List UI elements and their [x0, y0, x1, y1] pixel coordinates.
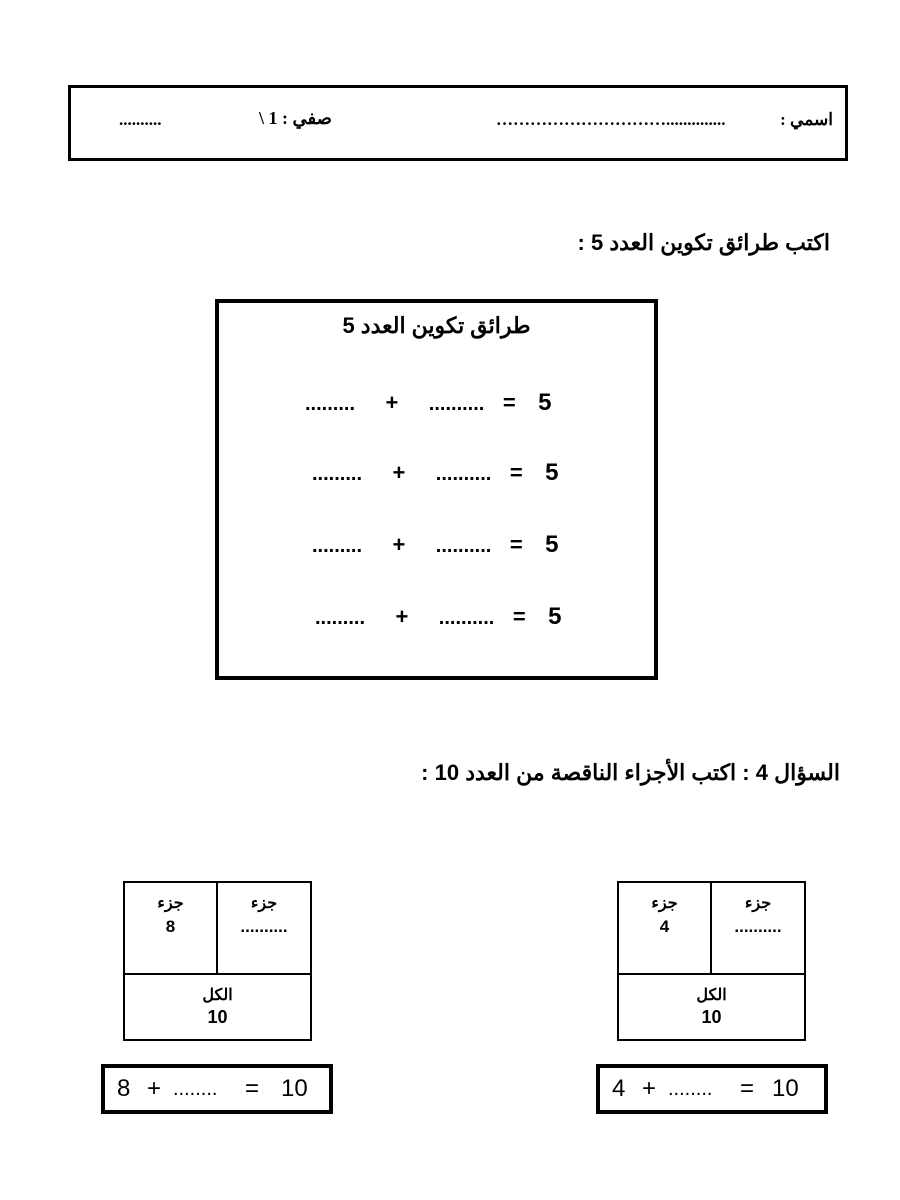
number-composition-box	[215, 299, 658, 680]
part-label: جزء	[157, 895, 184, 912]
equals-sign: =	[509, 460, 523, 485]
composition-row-2	[312, 459, 558, 487]
part-cell-known	[619, 883, 712, 975]
composition-blank-left[interactable]: .........	[315, 607, 366, 629]
part-cell-known	[125, 883, 218, 975]
whole-label: الكل	[202, 987, 233, 1004]
target-number: 5	[548, 603, 562, 630]
total-value: 10	[772, 1075, 799, 1102]
class-label: صفي : 1 \	[259, 108, 332, 128]
answer-blank[interactable]: ........	[173, 1078, 218, 1100]
target-number: 5	[545, 531, 559, 558]
part-blank[interactable]: ..........	[734, 917, 782, 936]
plus-sign: +	[147, 1075, 162, 1102]
composition-blank-left[interactable]: .........	[312, 535, 363, 557]
part-label: جزء	[250, 895, 278, 912]
part-label: جزء	[744, 895, 772, 912]
answer-equation-8	[101, 1064, 333, 1114]
student-info-box	[68, 85, 848, 161]
whole-cell	[619, 975, 804, 1039]
plus-sign: +	[395, 604, 409, 629]
equals-sign: =	[740, 1075, 755, 1102]
equals-sign: =	[245, 1075, 260, 1102]
whole-value: 10	[207, 1007, 228, 1027]
composition-blank-right[interactable]: ..........	[438, 607, 495, 629]
whole-cell	[125, 975, 310, 1039]
composition-row-3	[312, 531, 558, 559]
name-label: اسمي :	[780, 110, 833, 129]
part-whole-table-8	[123, 881, 312, 1041]
total-value: 10	[281, 1075, 308, 1102]
part-whole-table-4	[617, 881, 806, 1041]
known-part: 8	[117, 1075, 131, 1102]
part-blank[interactable]: ..........	[240, 917, 288, 936]
composition-blank-left[interactable]: .........	[312, 463, 363, 485]
part-cell-missing	[218, 883, 310, 975]
plus-sign: +	[392, 460, 406, 485]
whole-label: الكل	[696, 987, 727, 1004]
equals-sign: =	[512, 604, 526, 629]
answer-blank[interactable]: ........	[668, 1078, 713, 1100]
equals-sign: =	[509, 532, 523, 557]
known-part: 4	[612, 1075, 626, 1102]
composition-row-1	[305, 389, 551, 417]
composition-blank-right[interactable]: ..........	[428, 393, 485, 415]
whole-value: 10	[701, 1007, 722, 1027]
plus-sign: +	[642, 1075, 657, 1102]
composition-blank-right[interactable]: ..........	[435, 535, 492, 557]
target-number: 5	[538, 389, 552, 416]
name-blank[interactable]: …………………………..............	[496, 110, 726, 129]
class-blank[interactable]: ..........	[119, 110, 162, 129]
target-number: 5	[545, 459, 559, 486]
composition-row-4	[315, 603, 561, 631]
composition-box-title: طرائق تكوين العدد 5	[342, 313, 531, 338]
question-4-prompt: السؤال 4 : اكتب الأجزاء الناقصة من العدد 10 :	[421, 760, 840, 785]
composition-blank-right[interactable]: ..........	[435, 463, 492, 485]
plus-sign: +	[392, 532, 406, 557]
part-label: جزء	[651, 895, 678, 912]
answer-equation-4	[596, 1064, 828, 1114]
part-value: 4	[659, 917, 670, 936]
part-cell-missing	[712, 883, 804, 975]
equals-sign: =	[502, 390, 516, 415]
composition-blank-left[interactable]: .........	[305, 393, 356, 415]
question-1-prompt: اكتب طرائق تكوين العدد 5 :	[577, 230, 830, 255]
plus-sign: +	[385, 390, 399, 415]
part-value: 8	[165, 917, 176, 936]
